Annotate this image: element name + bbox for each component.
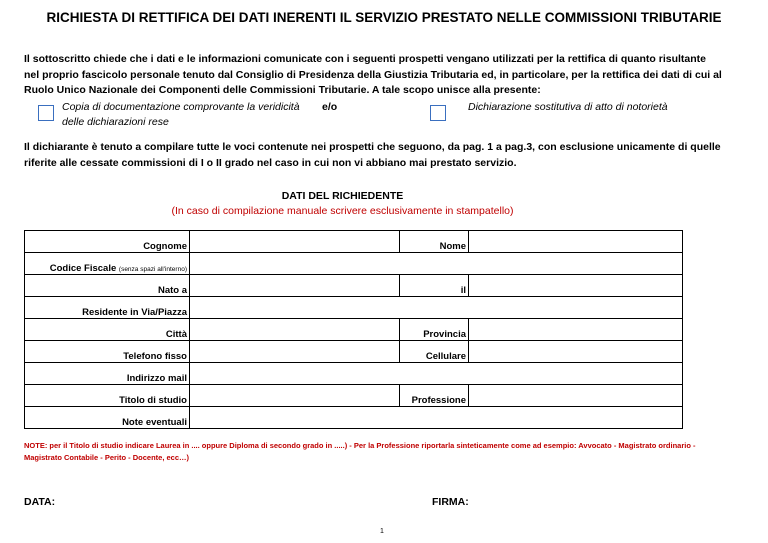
input-note[interactable] <box>190 407 683 429</box>
label-cognome: Cognome <box>25 231 190 253</box>
input-citta[interactable] <box>190 319 400 341</box>
form-row-residenza <box>25 297 683 319</box>
label-citta: Città <box>25 319 190 341</box>
label-titolo-studio: Titolo di studio <box>25 385 190 407</box>
input-provincia[interactable] <box>469 319 683 341</box>
label-codice-fiscale: Codice Fiscale (senza spazi all'interno) <box>25 253 190 275</box>
input-cellulare[interactable] <box>469 341 683 363</box>
checkbox-documentazione[interactable] <box>38 105 54 121</box>
form-row-mail <box>25 363 683 385</box>
form-row-note <box>25 407 683 429</box>
label-residente: Residente in Via/Piazza <box>25 297 190 319</box>
intro-paragraph: Il sottoscritto chiede che i dati e le informazioni comunicate con i seguenti prospetti vengano utilizzati per la rettifica di quanto risultante nel proprio fascicolo personale tenuto dal Consiglio di Presidenza della Giustizia Tributaria ed, in particolare, per la rettifica dei dati di cui al Ruolo Unico Nazionale dei Componenti delle Commissioni Tributarie. A tale scopo unisce alla presente: <box>24 53 722 96</box>
declaration-paragraph: Il dichiarante è tenuto a compilare tutte le voci contenute nei prospetti che seguono, da pag. 1 a pag.3, con esclusione unicamente di quelle riferite alle cessate commissioni di I o II grado nel caso in cui non vi abbiano mai prestato servizio. <box>24 141 721 169</box>
input-titolo-studio[interactable] <box>190 385 400 407</box>
input-nome[interactable] <box>469 231 683 253</box>
option-dichiarazione-label: Dichiarazione sostitutiva di atto di notorietà <box>468 101 668 113</box>
input-cognome[interactable] <box>190 231 400 253</box>
label-il: il <box>400 275 469 297</box>
page-number: 1 <box>380 528 384 535</box>
form-row-studio-professione <box>25 385 683 407</box>
section-subtitle: (In caso di compilazione manuale scrivere esclusivamente in stampatello) <box>171 205 514 217</box>
form-row-telefoni <box>25 341 683 363</box>
label-nome: Nome <box>400 231 469 253</box>
input-data-nascita[interactable] <box>469 275 683 297</box>
label-provincia: Provincia <box>400 319 469 341</box>
checkbox-dichiarazione[interactable] <box>430 105 446 121</box>
document-title: RICHIESTA DI RETTIFICA DEI DATI INERENTI IL SERVIZIO PRESTATO NELLE COMMISSIONI TRIBUTARIE <box>46 10 722 25</box>
input-mail[interactable] <box>190 363 683 385</box>
codice-fiscale-hint: (senza spazi all'interno) <box>118 266 187 273</box>
applicant-form-table <box>24 230 683 429</box>
input-telefono[interactable] <box>190 341 400 363</box>
label-professione: Professione <box>400 385 469 407</box>
label-note: Note eventuali <box>25 407 190 429</box>
note-text: NOTE: per il Titolo di studio indicare Laurea in .... oppure Diploma di secondo grado in .....) - Per la Professione riportarla sinteticamente come ad esempio: Avvocato - Magistrato ordinario - Magistrato Contabile - Perito - Docente, ecc…) <box>24 441 696 462</box>
form-row-citta-provincia <box>25 319 683 341</box>
input-residente[interactable] <box>190 297 683 319</box>
option-documentazione-label: Copia di documentazione comprovante la veridicità delle dichiarazioni rese <box>62 101 300 128</box>
form-row-nascita <box>25 275 683 297</box>
label-nato-a: Nato a <box>25 275 190 297</box>
form-row-codice-fiscale <box>25 253 683 275</box>
input-codice-fiscale[interactable] <box>190 253 683 275</box>
label-telefono: Telefono fisso <box>25 341 190 363</box>
data-label: DATA: <box>24 496 56 508</box>
section-title: DATI DEL RICHIEDENTE <box>281 190 404 202</box>
label-mail: Indirizzo mail <box>25 363 190 385</box>
label-cellulare: Cellulare <box>400 341 469 363</box>
input-professione[interactable] <box>469 385 683 407</box>
conjunction-label: e/o <box>322 101 338 113</box>
input-nato-a[interactable] <box>190 275 400 297</box>
firma-label: FIRMA: <box>432 496 469 508</box>
form-row-cognome-nome <box>25 231 683 253</box>
